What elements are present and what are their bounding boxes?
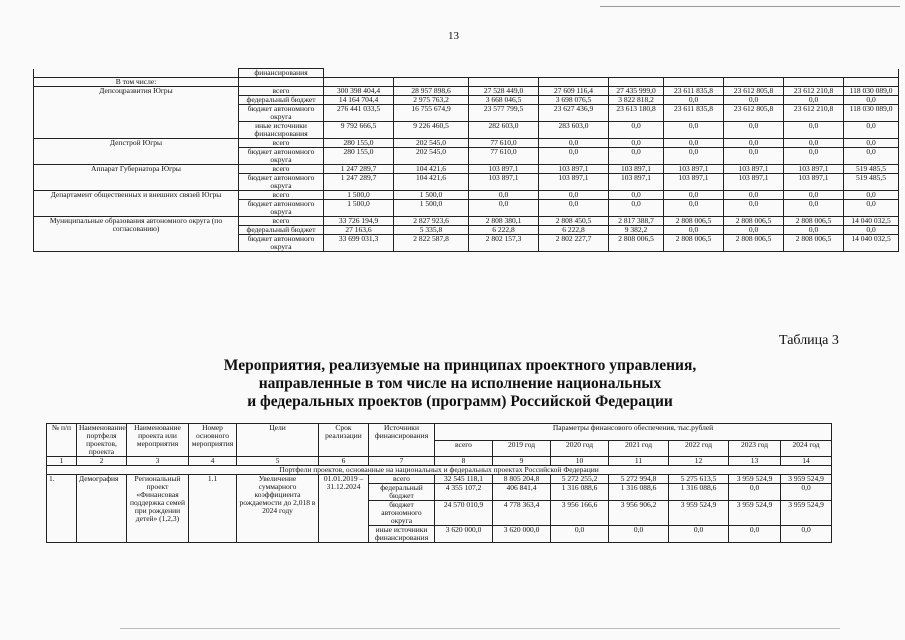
value-cell: 0,0 [609, 139, 664, 148]
value-cell: 519 485,5 [844, 165, 899, 174]
table-row [34, 87, 899, 96]
value-cell: 2 808 006,5 [724, 217, 784, 226]
value-cell: 283 603,0 [539, 122, 609, 139]
value-cell: 23 612 805,8 [724, 105, 784, 122]
column-number: 6 [319, 457, 369, 466]
value-cell: 27 609 116,4 [539, 87, 609, 96]
value-cell: 2 808 006,5 [724, 235, 784, 252]
table-label: Таблица 3 [779, 333, 839, 348]
value-cell: 2 808 380,1 [469, 217, 539, 226]
source-cell: всего [239, 87, 324, 96]
value-cell: 33 726 194,9 [324, 217, 394, 226]
source-cell: федеральный бюджет [239, 96, 324, 105]
source-cell: иные источники финансирования [369, 526, 435, 543]
value-cell: 2 808 006,5 [664, 235, 724, 252]
value-cell: 32 545 118,1 [435, 475, 493, 484]
scan-edge-line [120, 628, 840, 629]
value-cell: 3 959 524,9 [781, 475, 832, 484]
value-cell: 3 959 524,9 [781, 501, 832, 526]
value-cell: 406 841,4 [493, 484, 551, 501]
value-cell: 1 316 088,6 [669, 484, 729, 501]
row-num: 1. [47, 475, 77, 543]
value-cell: 3 668 046,5 [469, 96, 539, 105]
value-cell: 280 155,0 [324, 148, 394, 165]
value-cell: 23 577 799,5 [469, 105, 539, 122]
source-cell: федеральный бюджет [369, 484, 435, 501]
value-cell: 0,0 [724, 200, 784, 217]
col-header-project: Наименование проекта или мероприятия [127, 424, 189, 457]
column-number: 10 [551, 457, 609, 466]
value-cell: 23 613 180,8 [609, 105, 664, 122]
col-header-year: 2023 год [729, 440, 781, 457]
value-cell: 2 817 388,7 [609, 217, 664, 226]
value-cell: 3 822 818,2 [609, 96, 664, 105]
value-cell: 2 808 006,5 [664, 217, 724, 226]
value-cell: 0,0 [664, 148, 724, 165]
column-number: 14 [781, 457, 832, 466]
source-cell: бюджет автономного округа [369, 501, 435, 526]
title-line: направленные в том числе на исполнение национальных [258, 375, 662, 392]
value-cell: 280 155,0 [324, 139, 394, 148]
column-number: 5 [237, 457, 319, 466]
col-header-sources: Источники финансирования [369, 424, 435, 457]
value-cell: 27 435 999,0 [609, 87, 664, 96]
column-number: 1 [47, 457, 77, 466]
value-cell: 118 030 089,0 [844, 87, 899, 96]
value-cell: 77 610,0 [469, 148, 539, 165]
source-cell: всего [239, 139, 324, 148]
value-cell: 23 612 210,8 [784, 105, 844, 122]
source-cell: всего [239, 191, 324, 200]
source-cell: всего [239, 217, 324, 226]
value-cell: 0,0 [844, 148, 899, 165]
value-cell: 27 163,6 [324, 226, 394, 235]
value-cell: 0,0 [844, 226, 899, 235]
value-cell: 4 355 107,2 [435, 484, 493, 501]
group-name: Депстрой Югры [34, 139, 239, 165]
source-cell: всего [239, 165, 324, 174]
value-cell: 8 805 204,8 [493, 475, 551, 484]
value-cell: 3 620 000,0 [435, 526, 493, 543]
value-cell: 0,0 [784, 148, 844, 165]
value-cell: 103 897,1 [664, 174, 724, 191]
value-cell: 1 500,0 [324, 200, 394, 217]
value-cell: 0,0 [784, 96, 844, 105]
value-cell: 103 897,1 [469, 165, 539, 174]
table-row [47, 475, 832, 484]
source-cell: бюджет автономного округа [239, 235, 324, 252]
section-title: Портфели проектов, основанные на национальных и федеральных проектах Российской Федерации [47, 466, 832, 475]
section-row [47, 466, 832, 475]
scan-edge-line [600, 6, 900, 7]
value-cell: 5 272 994,8 [609, 475, 669, 484]
value-cell: 0,0 [844, 96, 899, 105]
value-cell: 103 897,1 [784, 174, 844, 191]
value-cell: 0,0 [729, 526, 781, 543]
value-cell: 0,0 [664, 139, 724, 148]
value-cell: 0,0 [844, 200, 899, 217]
value-cell: 276 441 033,5 [324, 105, 394, 122]
value-cell: 0,0 [539, 139, 609, 148]
value-cell: 0,0 [609, 148, 664, 165]
value-cell: 103 897,1 [609, 174, 664, 191]
value-cell: 103 897,1 [784, 165, 844, 174]
value-cell: 3 959 524,9 [729, 501, 781, 526]
header-cell: финансирования [239, 69, 324, 78]
value-cell: 0,0 [539, 191, 609, 200]
value-cell: 2 808 006,5 [784, 217, 844, 226]
value-cell: 2 802 157,3 [469, 235, 539, 252]
value-cell: 6 222,8 [539, 226, 609, 235]
table-row [34, 69, 899, 78]
col-header-year: 2024 год [781, 440, 832, 457]
value-cell: 0,0 [844, 139, 899, 148]
value-cell: 0,0 [664, 200, 724, 217]
group-name: Депсоцразвития Югры [34, 87, 239, 139]
group-name: Аппарат Губернатора Югры [34, 165, 239, 191]
col-header-year: 2019 год [493, 440, 551, 457]
value-cell: 28 957 898,6 [394, 87, 469, 96]
column-number-row [47, 457, 832, 466]
value-cell: 0,0 [724, 139, 784, 148]
value-cell: 3 956 906,2 [609, 501, 669, 526]
value-cell: 5 272 255,2 [551, 475, 609, 484]
col-header-total: всего [435, 440, 493, 457]
col-header-goals: Цели [237, 424, 319, 457]
table-row [34, 78, 899, 87]
col-header-portfolio: Наименование портфеля проектов, проекта [77, 424, 127, 457]
table-row [34, 191, 899, 200]
value-cell: 0,0 [784, 139, 844, 148]
value-cell: 0,0 [784, 191, 844, 200]
column-number: 3 [127, 457, 189, 466]
page-title [200, 357, 720, 411]
value-cell: 2 808 450,5 [539, 217, 609, 226]
value-cell: 3 620 000,0 [493, 526, 551, 543]
value-cell: 0,0 [609, 122, 664, 139]
source-cell: бюджет автономного округа [239, 174, 324, 191]
value-cell: 1 500,0 [324, 191, 394, 200]
source-cell: всего [369, 475, 435, 484]
col-header-main-event: Номер основного мероприятия [189, 424, 237, 457]
value-cell: 1 316 088,6 [551, 484, 609, 501]
value-cell: 0,0 [724, 96, 784, 105]
value-cell: 519 485,5 [844, 174, 899, 191]
value-cell: 0,0 [551, 526, 609, 543]
column-number: 4 [189, 457, 237, 466]
value-cell: 0,0 [784, 122, 844, 139]
title-line: Мероприятия, реализуемые на принципах проектного управления, [223, 357, 697, 374]
value-cell: 0,0 [469, 200, 539, 217]
value-cell: 1 316 088,6 [609, 484, 669, 501]
value-cell: 0,0 [724, 122, 784, 139]
value-cell: 27 528 449,0 [469, 87, 539, 96]
value-cell: 0,0 [664, 122, 724, 139]
col-header-year: 2022 год [669, 440, 729, 457]
col-header-year: 2020 год [551, 440, 609, 457]
value-cell: 202 545,0 [394, 148, 469, 165]
row-project: Региональный проект «Финансовая поддержка семей при рождении детей» (1,2,3) [127, 475, 189, 543]
row-portfolio: Демография [77, 475, 127, 543]
column-number: 7 [369, 457, 435, 466]
value-cell: 33 699 031,3 [324, 235, 394, 252]
value-cell: 4 778 363,4 [493, 501, 551, 526]
value-cell: 23 611 835,8 [664, 87, 724, 96]
row-goal: Увеличение суммарного коэффициента рождаемости до 2,018 в 2024 году [237, 475, 319, 543]
column-number: 11 [609, 457, 669, 466]
value-cell: 103 897,1 [724, 165, 784, 174]
value-cell: 1 247 289,7 [324, 165, 394, 174]
value-cell: 5 335,8 [394, 226, 469, 235]
value-cell: 0,0 [664, 226, 724, 235]
source-cell: бюджет автономного округа [239, 200, 324, 217]
source-cell: иные источники финансирования [239, 122, 324, 139]
value-cell: 2 802 227,7 [539, 235, 609, 252]
value-cell: 0,0 [781, 484, 832, 501]
value-cell: 23 612 805,8 [724, 87, 784, 96]
value-cell: 0,0 [781, 526, 832, 543]
value-cell: 0,0 [724, 226, 784, 235]
group-name: Муниципальные образования автономного округа (по согласованию) [34, 217, 239, 252]
budget-table-continued [33, 68, 899, 252]
table-row [34, 165, 899, 174]
value-cell: 5 275 613,5 [669, 475, 729, 484]
value-cell: 103 897,1 [609, 165, 664, 174]
column-number: 13 [729, 457, 781, 466]
group-name: Департамент общественных и внешних связей Югры [34, 191, 239, 217]
column-number: 9 [493, 457, 551, 466]
value-cell: 103 897,1 [539, 165, 609, 174]
table-row [34, 139, 899, 148]
row-main-event: 1.1 [189, 475, 237, 543]
row-term: 01.01.2019 – 31.12.2024 [319, 475, 369, 543]
value-cell: 9 226 460,5 [394, 122, 469, 139]
page-number: 13 [448, 30, 459, 42]
value-cell: 0,0 [664, 191, 724, 200]
value-cell: 23 612 210,8 [784, 87, 844, 96]
value-cell: 103 897,1 [469, 174, 539, 191]
value-cell: 0,0 [669, 526, 729, 543]
column-number: 8 [435, 457, 493, 466]
projects-table [46, 423, 832, 543]
value-cell: 300 398 404,4 [324, 87, 394, 96]
value-cell: 3 698 076,5 [539, 96, 609, 105]
value-cell: 104 421,6 [394, 174, 469, 191]
value-cell: 1 247 289,7 [324, 174, 394, 191]
col-header-params: Параметры финансового обеспечения, тыс.рублей [435, 424, 832, 441]
value-cell: 0,0 [844, 191, 899, 200]
value-cell: 2 827 923,6 [394, 217, 469, 226]
column-number: 2 [77, 457, 127, 466]
value-cell: 0,0 [724, 148, 784, 165]
value-cell: 104 421,6 [394, 165, 469, 174]
col-header-term: Срок реализации [319, 424, 369, 457]
value-cell: 24 570 010,9 [435, 501, 493, 526]
value-cell: 118 030 089,0 [844, 105, 899, 122]
value-cell: 0,0 [729, 484, 781, 501]
table-row [34, 217, 899, 226]
value-cell: 16 755 674,9 [394, 105, 469, 122]
source-cell: федеральный бюджет [239, 226, 324, 235]
source-cell: бюджет автономного округа [239, 148, 324, 165]
value-cell: 0,0 [609, 200, 664, 217]
value-cell: 202 545,0 [394, 139, 469, 148]
value-cell: 2 975 763,2 [394, 96, 469, 105]
value-cell: 0,0 [664, 96, 724, 105]
value-cell: 103 897,1 [664, 165, 724, 174]
source-cell: бюджет автономного округа [239, 105, 324, 122]
value-cell: 282 603,0 [469, 122, 539, 139]
value-cell: 1 500,0 [394, 191, 469, 200]
value-cell: 6 222,8 [469, 226, 539, 235]
value-cell: 0,0 [844, 122, 899, 139]
value-cell: 0,0 [539, 148, 609, 165]
intro-label: В том числе: [34, 78, 239, 87]
col-header-year: 2021 год [609, 440, 669, 457]
column-number: 12 [669, 457, 729, 466]
value-cell: 9 792 666,5 [324, 122, 394, 139]
value-cell: 9 382,2 [609, 226, 664, 235]
value-cell: 0,0 [724, 191, 784, 200]
value-cell: 23 627 436,9 [539, 105, 609, 122]
value-cell: 2 822 587,8 [394, 235, 469, 252]
value-cell: 2 808 006,5 [784, 235, 844, 252]
value-cell: 14 040 032,5 [844, 235, 899, 252]
title-line: и федеральных проектов (программ) Российской Федерации [247, 393, 673, 410]
value-cell: 0,0 [609, 191, 664, 200]
value-cell: 0,0 [469, 191, 539, 200]
value-cell: 23 611 835,8 [664, 105, 724, 122]
value-cell: 0,0 [609, 526, 669, 543]
value-cell: 77 610,0 [469, 139, 539, 148]
col-header-num: № п/п [47, 424, 77, 457]
header-row [47, 424, 832, 441]
value-cell: 103 897,1 [724, 174, 784, 191]
value-cell: 1 500,0 [394, 200, 469, 217]
value-cell: 14 164 704,4 [324, 96, 394, 105]
value-cell: 3 959 524,9 [729, 475, 781, 484]
value-cell: 14 040 032,5 [844, 217, 899, 226]
value-cell: 0,0 [539, 200, 609, 217]
value-cell: 103 897,1 [539, 174, 609, 191]
value-cell: 2 808 006,5 [609, 235, 664, 252]
value-cell: 3 959 524,9 [669, 501, 729, 526]
value-cell: 0,0 [784, 226, 844, 235]
value-cell: 0,0 [784, 200, 844, 217]
value-cell: 3 956 166,6 [551, 501, 609, 526]
